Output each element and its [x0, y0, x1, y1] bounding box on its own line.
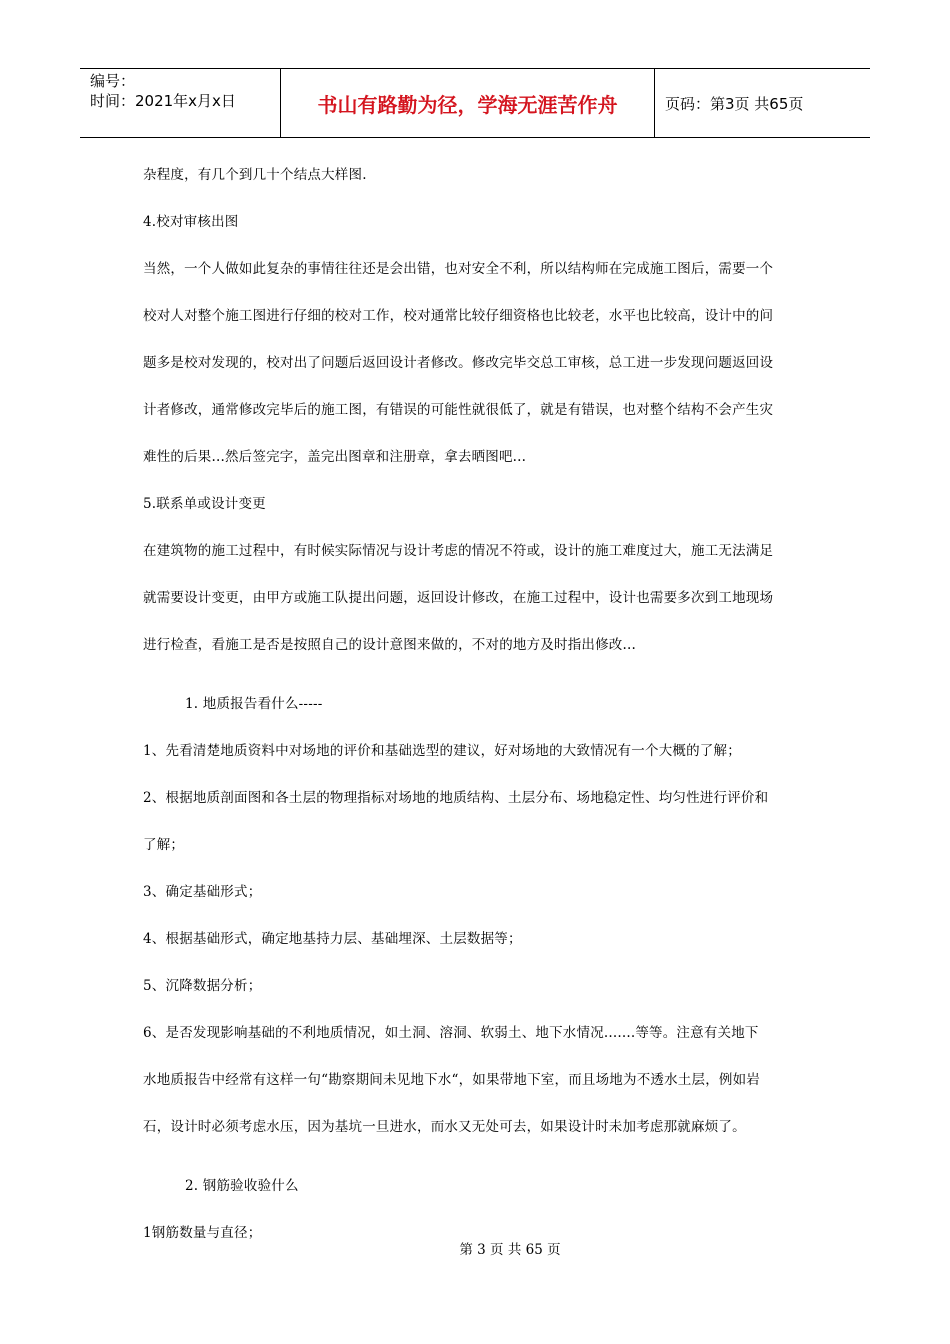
page-footer: 第 3 页 共 65 页 [459, 1242, 561, 1258]
list-item: 6、是否发现影响基础的不利地质情况，如土洞、溶洞、软弱土、地下水情况.......等等。注意有关地下 [143, 1025, 759, 1041]
page-header [80, 68, 870, 138]
paragraph-line: 题多是校对发现的，校对出了问题后返回设计者修改。修改完毕交总工审核，总工进一步发现问题返回设 [143, 355, 774, 371]
numbered-heading: 1. 地质报告看什么----- [185, 696, 323, 712]
number-label: 编号： [90, 72, 136, 90]
document-body [143, 152, 808, 1257]
header-page-info: 页码：第3页 共65页 [665, 94, 804, 113]
header-meta [80, 69, 281, 137]
section-heading: 5.联系单或设计变更 [143, 496, 266, 512]
spacer [143, 669, 808, 681]
list-item: 石，设计时必须考虑水压，因为基坑一旦进水，而水又无处可去，如果设计时未加考虑那就麻烦了。 [143, 1119, 746, 1135]
header-motto: 书山有路勤为径，学海无涯苦作舟 [281, 69, 655, 137]
list-item: 4、根据基础形式，确定地基持力层、基础埋深、土层数据等； [143, 931, 522, 947]
time-label: 时间：2021年x月x日 [90, 92, 236, 110]
paragraph-line: 进行检查，看施工是否是按照自己的设计意图来做的，不对的地方及时指出修改... [143, 637, 636, 653]
list-item: 水地质报告中经常有这样一句“勘察期间未见地下水“，如果带地下室，而且场地为不透水土层，例如岩 [143, 1072, 761, 1088]
list-item: 1钢筋数量与直径； [143, 1225, 262, 1241]
paragraph-line: 校对人对整个施工图进行仔细的校对工作，校对通常比较仔细资格也比较老，水平也比较高，设计中的问 [143, 308, 774, 324]
list-item: 2、根据地质剖面图和各土层的物理指标对场地的地质结构、土层分布、场地稳定性、均匀性进行评价和 [143, 790, 769, 806]
list-item: 了解； [143, 837, 185, 853]
section-heading: 4.校对审核出图 [143, 214, 239, 230]
paragraph-line: 当然，一个人做如此复杂的事情往往还是会出错，也对安全不利，所以结构师在完成施工图后，需要一个 [143, 261, 774, 277]
numbered-heading: 2. 钢筋验收验什么 [185, 1178, 299, 1194]
spacer [143, 1151, 808, 1163]
list-item: 1、先看清楚地质资料中对场地的评价和基础选型的建议，好对场地的大致情况有一个大概的了解； [143, 743, 741, 759]
paragraph-line: 在建筑物的施工过程中，有时候实际情况与设计考虑的情况不符或，设计的施工难度过大，施工无法满足 [143, 543, 774, 559]
paragraph-line: 就需要设计变更，由甲方或施工队提出问题，返回设计修改，在施工过程中，设计也需要多次到工地现场 [143, 590, 774, 606]
list-item: 3、确定基础形式； [143, 884, 262, 900]
list-item: 5、沉降数据分析； [143, 978, 262, 994]
paragraph-line: 杂程度，有几个到几十个结点大样图. [143, 167, 367, 183]
paragraph-line: 计者修改，通常修改完毕后的施工图，有错误的可能性就很低了，就是有错误，也对整个结构不会产生灾 [143, 402, 774, 418]
paragraph-line: 难性的后果...然后签完字，盖完出图章和注册章，拿去晒图吧... [143, 449, 527, 465]
